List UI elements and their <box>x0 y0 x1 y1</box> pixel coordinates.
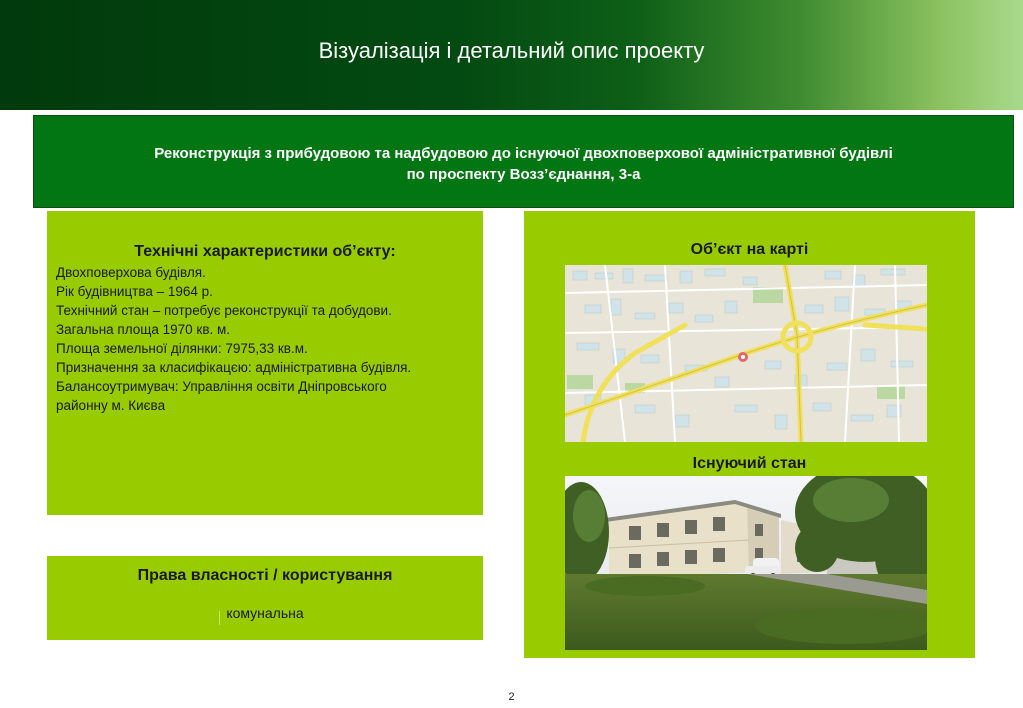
object-visuals-panel <box>524 211 975 658</box>
object-map-image <box>565 265 927 442</box>
tech-item: Рік будівництва – 1964 р. <box>56 284 213 299</box>
tech-item: Призначення за класифікацєю: адміністративна будівля. <box>56 360 412 375</box>
map-title: Об’єкт на карті <box>690 241 809 258</box>
technical-characteristics-panel <box>47 211 483 515</box>
project-banner <box>33 115 1014 208</box>
page-number: 2 <box>508 691 515 703</box>
existing-state-title: Існуючий стан <box>692 455 807 472</box>
header-bar <box>0 0 1023 110</box>
tech-item: Двохповерхова будівля. <box>56 265 206 280</box>
tech-item: районну м. Києва <box>56 398 166 413</box>
project-title-line-1: Реконструкція з прибудовою та надбудовою до існуючої двохповерхової адміністративної будівлі <box>154 145 893 162</box>
technical-characteristics-list <box>56 263 411 415</box>
tech-item: Площа земельної ділянки: 7975,33 кв.м. <box>56 341 308 356</box>
ownership-panel <box>47 556 483 640</box>
project-title <box>34 143 1013 185</box>
page-title: Візуалізація і детальний опис проекту <box>318 38 705 63</box>
tech-item: Загальна площа 1970 кв. м. <box>56 322 231 337</box>
project-title-line-2: по проспекту Возз’єднання, 3-а <box>406 166 641 183</box>
technical-characteristics-title: Технічні характеристики об’єкту: <box>134 243 396 260</box>
ownership-value: комунальна <box>226 605 304 621</box>
ownership-title: Права власності / користування <box>137 567 393 584</box>
tech-item: Технічний стан – потребує реконструкції та добудови. <box>56 303 392 318</box>
tech-item: Балансоутримувач: Управління освіти Дніпровського <box>56 379 387 394</box>
existing-building-photo <box>565 476 927 650</box>
header-divider <box>0 110 1023 114</box>
